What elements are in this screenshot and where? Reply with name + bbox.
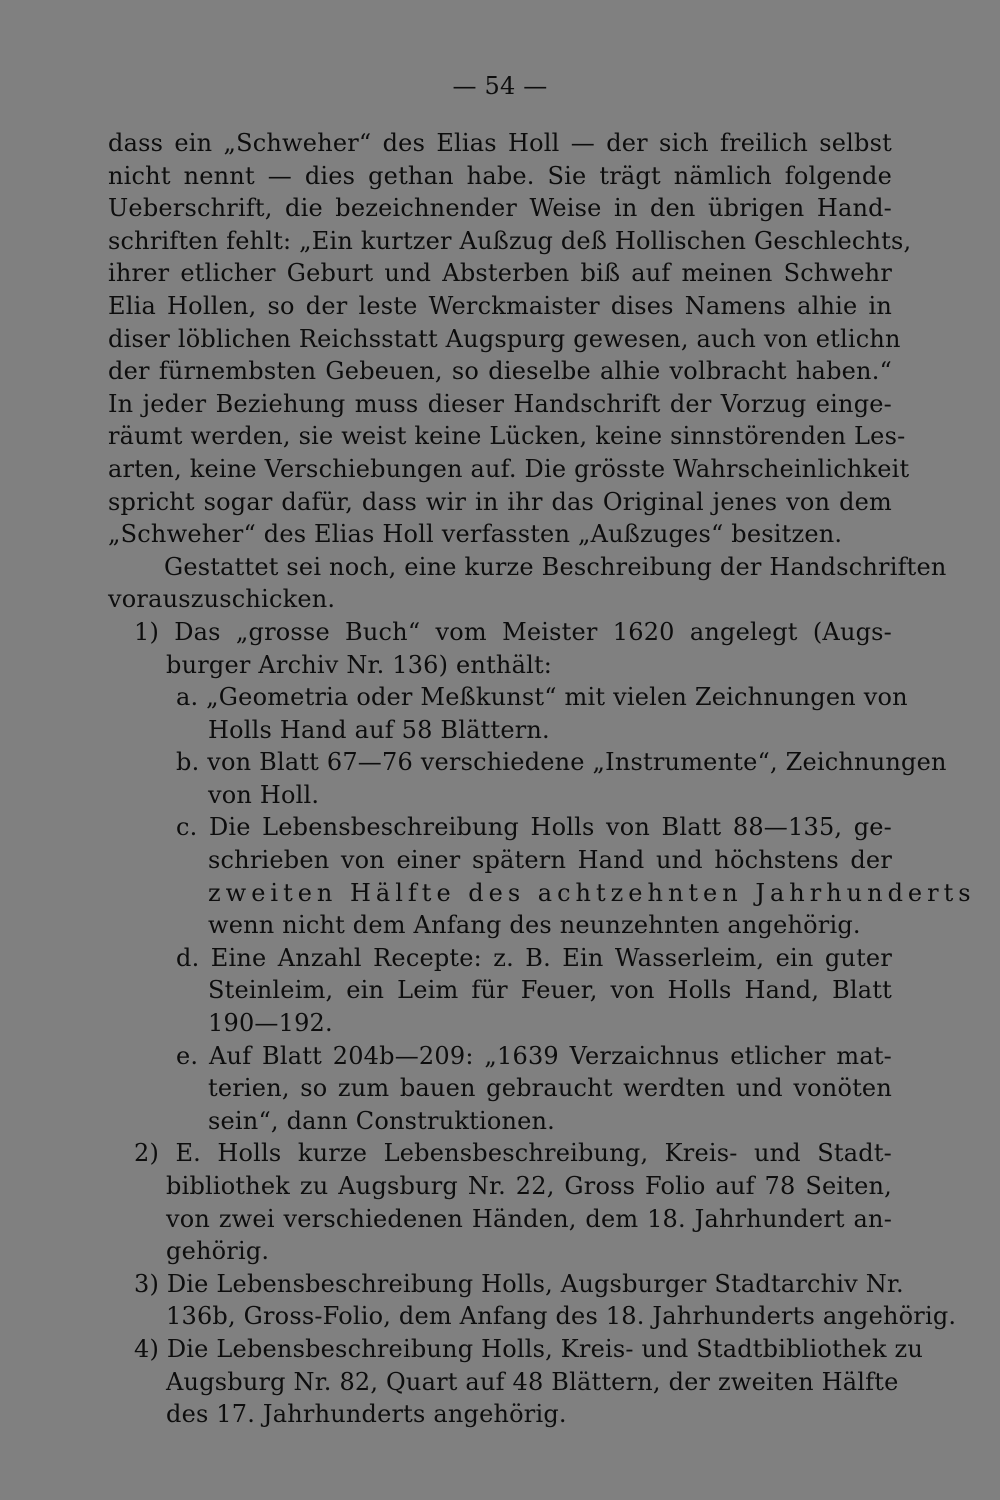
text-line: 2) E. Holls kurze Lebensbeschreibung, Kreis- und Stadt- [134,1139,892,1168]
text-line: gehörig. [166,1237,270,1266]
text-line: e. Auf Blatt 204b—209: „1639 Verzaichnus etlicher mat- [176,1041,892,1070]
text-line: sein“, dann Construktionen. [208,1106,556,1135]
text-line: spricht sogar dafür, dass wir in ihr das Original jenes von dem [108,487,892,516]
text-line: von Holl. [208,780,320,809]
page-number: — 54 — [452,72,548,100]
text-line: burger Archiv Nr. 136) enthält: [166,650,553,679]
text-line: Holls Hand auf 58 Blättern. [208,715,550,744]
text-line: b. von Blatt 67—76 verschiedene „Instrumente“, Zeichnungen [176,748,947,777]
text-line: 3) Die Lebensbeschreibung Holls, Augsburger Stadtarchiv Nr. [134,1269,904,1298]
text-line: terien, so zum bauen gebraucht werdten und vonöten [208,1074,892,1103]
text-line: diser löblichen Reichsstatt Augspurg gewesen, auch von etlichn [108,324,901,353]
text-line: der fürnembsten Gebeuen, so dieselbe alhie volbracht haben.“ [108,357,892,386]
text-line: 1) Das „grosse Buch“ vom Meister 1620 angelegt (Augs- [134,617,892,646]
text-line: schriften fehlt: „Ein kurtzer Außzug deß Hollischen Geschlechts, [108,226,912,255]
text-line: vorauszuschicken. [108,585,336,614]
text-line: räumt werden, sie weist keine Lücken, keine sinnstörenden Les- [108,422,906,451]
text-line: 4) Die Lebensbeschreibung Holls, Kreis- und Stadtbibliothek zu [134,1334,924,1363]
text-line: „Schweher“ des Elias Holl verfassten „Außzuges“ besitzen. [108,520,843,549]
text-line: a. „Geometria oder Meßkunst“ mit vielen Zeichnungen von [176,683,908,712]
text-line: c. Die Lebensbeschreibung Holls von Blatt 88—135, ge- [176,813,892,842]
text-line: Steinleim, ein Leim für Feuer, von Holls Hand, Blatt [208,976,892,1005]
text-line: arten, keine Verschiebungen auf. Die grösste Wahrscheinlichkeit [108,454,910,483]
text-line: dass ein „Schweher“ des Elias Holl — der sich freilich selbst [108,129,892,157]
text-line: 190—192. [208,1009,333,1038]
text-line: d. Eine Anzahl Recepte: z. B. Ein Wasserleim, ein guter [176,943,892,972]
text-line: 136b, Gross-Folio, dem Anfang des 18. Jahrhunderts angehörig. [166,1302,957,1331]
text-line: des 17. Jahrhunderts angehörig. [166,1400,567,1429]
text-line: schrieben von einer spätern Hand und höchstens der [208,846,892,875]
text-line: von zwei verschiedenen Händen, dem 18. Jahrhundert an- [166,1204,892,1233]
text-line: ihrer etlicher Geburt und Absterben biß auf meinen Schwehr [108,259,892,288]
body-text [108,127,976,1431]
text-line: nicht nennt — dies gethan habe. Sie trägt nämlich folgende [108,161,892,190]
text-line: Elia Hollen, so der leste Werckmaister dises Namens alhie in [108,291,892,320]
text-line: In jeder Beziehung muss dieser Handschrift der Vorzug einge- [108,389,892,418]
text-line: Ueberschrift, die bezeichnender Weise in den übrigen Hand- [108,194,892,223]
text-line: zweiten Hälfte des achtzehnten Jahrhunderts [208,878,976,907]
text-line: bibliothek zu Augsburg Nr. 22, Gross Folio auf 78 Seiten, [166,1172,892,1200]
text-line: wenn nicht dem Anfang des neunzehnten angehörig. [208,911,861,940]
text-line: Gestattet sei noch, eine kurze Beschreibung der Handschriften [164,552,947,581]
text-line: Augsburg Nr. 82, Quart auf 48 Blättern, der zweiten Hälfte [166,1367,899,1396]
